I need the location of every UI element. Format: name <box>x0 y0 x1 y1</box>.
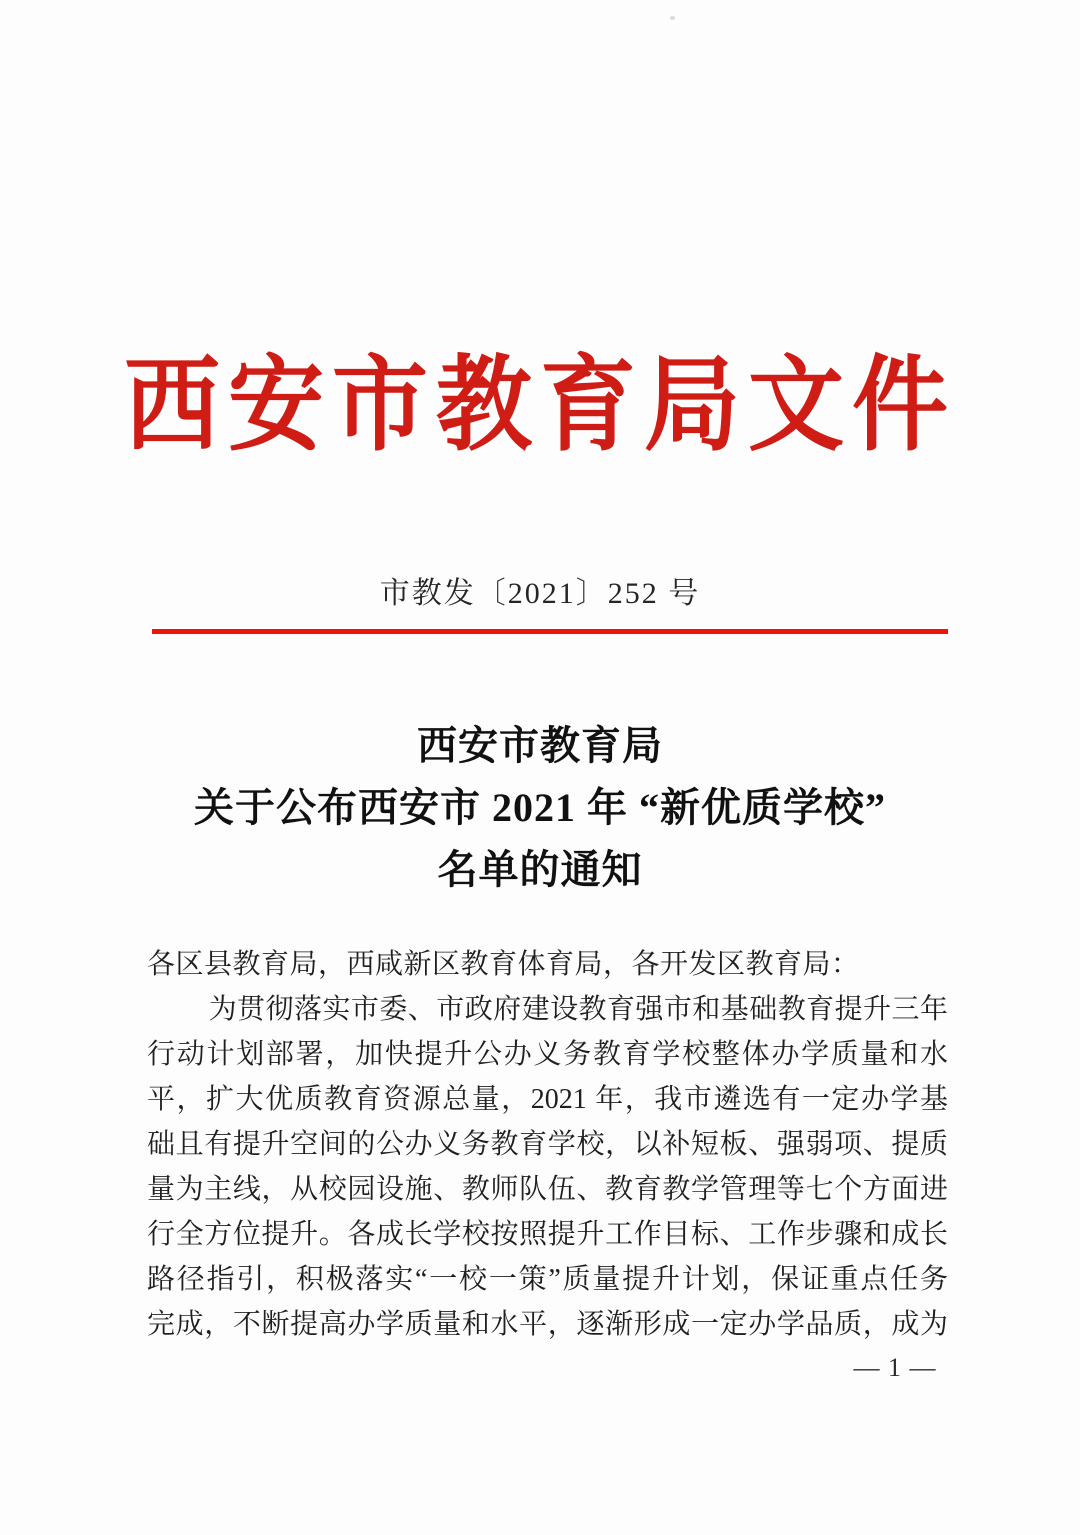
body-text-line: 行动计划部署，加快提升公办义务教育学校整体办学质量和水 <box>147 1039 948 1070</box>
agency-header-title: 西安市教育局文件 <box>124 347 956 464</box>
body-paragraph <box>147 942 948 1347</box>
page-number: — 1 — <box>853 1353 937 1382</box>
notice-title-line-1: 西安市教育局 <box>417 723 663 768</box>
body-text-line: 完成，不断提高办学质量和水平，逐渐形成一定办学品质，成为 <box>147 1309 948 1340</box>
body-text-line: 量为主线，从校园设施、教师队伍、教育教学管理等七个方面进 <box>147 1174 948 1205</box>
body-text-line: 平，扩大优质教育资源总量，2021 年，我市遴选有一定办学基 <box>147 1084 948 1115</box>
salutation-line: 各区县教育局，西咸新区教育体育局，各开发区教育局： <box>147 949 860 980</box>
body-text-line: 础且有提升空间的公办义务教育学校，以补短板、强弱项、提质 <box>147 1129 948 1160</box>
document-number: 市教发〔2021〕252 号 <box>379 577 701 610</box>
body-text-line: 行全方位提升。各成长学校按照提升工作目标、工作步骤和成长 <box>147 1219 948 1250</box>
notice-title-line-2: 关于公布西安市 2021 年 “新优质学校” <box>194 785 886 830</box>
scan-artifact-dot <box>670 16 675 20</box>
body-text-line: 路径指引，积极落实“一校一策”质量提升计划，保证重点任务 <box>147 1264 948 1295</box>
notice-title <box>0 715 1080 901</box>
notice-title-line-3: 名单的通知 <box>437 847 643 892</box>
red-divider-rule <box>152 629 948 634</box>
body-text-line: 为贯彻落实市委、市政府建设教育强市和基础教育提升三年 <box>208 994 948 1025</box>
